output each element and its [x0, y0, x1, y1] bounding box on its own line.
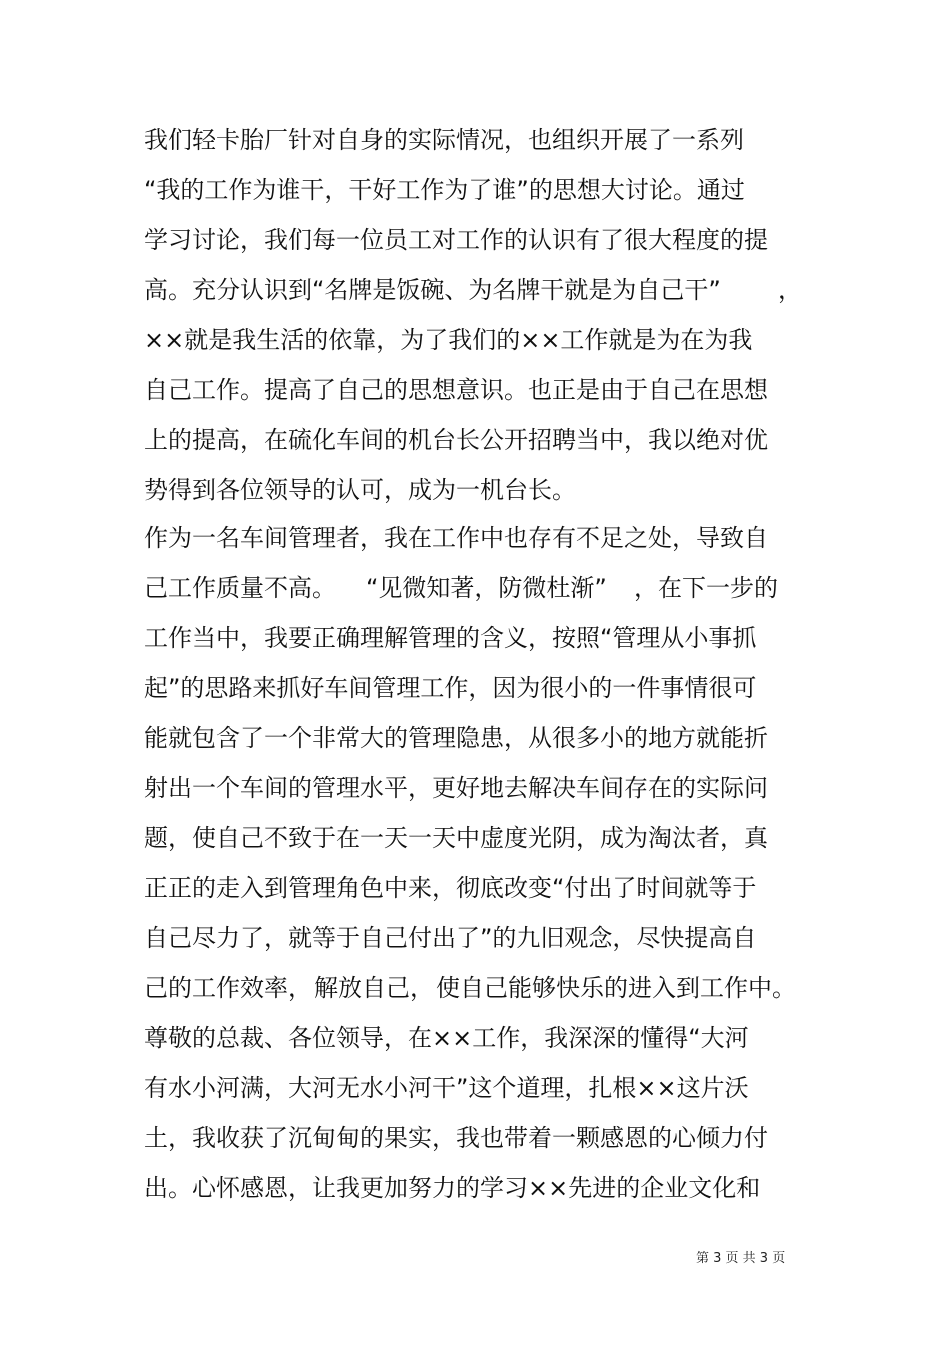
text-segment: 正正的走入到管理角色中来，彻底改变“付出了时间就等于 — [144, 874, 757, 902]
text-segment: 射出一个车间的管理水平，更好地去解决车间存在的实际问 — [144, 774, 768, 802]
text-segment: 工作当中，我要正确理解管理的含义，按照“管理从小事抓 — [144, 624, 757, 652]
text-segment: ， — [778, 276, 802, 304]
text-segment: 我们轻卡胎厂针对自身的实际情况，也组织开展了一系列 — [144, 126, 744, 154]
text-segment: 出。心怀感恩，让我更加努力的学习××先进的企业文化和 — [144, 1174, 761, 1202]
text-segment: 题，使自己不致于在一天一天中虚度光阴，成为淘汰者，真 — [144, 824, 768, 852]
text-segment: 作为一名车间管理者，我在工作中也存有不足之处，导致自 — [144, 524, 768, 552]
text-segment: “见微知著，防微杜渐” — [366, 574, 607, 602]
text-segment: 己的工作效率， — [144, 974, 312, 1002]
text-line-4 — [144, 272, 804, 308]
text-segment: 势得到各位领导的认可，成为一机台长。 — [144, 476, 576, 504]
text-segment: 己工作质量不高。 — [144, 574, 336, 602]
text-segment: 起”的思路来抓好车间管理工作，因为很小的一件事情很可 — [144, 674, 757, 702]
text-segment: ××就是我生活的依靠，为了我们的××工作就是为在为我 — [144, 326, 753, 354]
text-segment: 解放自己， — [314, 974, 434, 1002]
text-segment: ，在下一步的 — [634, 574, 778, 602]
page-number-footer: 第 3 页 共 3 页 — [696, 1251, 786, 1266]
text-segment: 高。充分认识到“名牌是饭碗、为名牌干就是为自己干” — [144, 276, 721, 304]
text-line-18 — [144, 970, 796, 1006]
text-segment: 土，我收获了沉甸甸的果实，我也带着一颗感恩的心倾力付 — [144, 1124, 768, 1152]
text-segment: 尊敬的总裁、各位领导，在××工作，我深深的懂得“大河 — [144, 1024, 749, 1052]
text-segment: “我的工作为谁干，干好工作为了谁”的思想大讨论。通过 — [144, 176, 745, 204]
text-segment: 上的提高，在硫化车间的机台长公开招聘当中，我以绝对优 — [144, 426, 768, 454]
text-segment: 有水小河满，大河无水小河干”这个道理，扎根××这片沃 — [144, 1074, 749, 1102]
text-segment: 学习讨论，我们每一位员工对工作的认识有了很大程度的提 — [144, 226, 768, 254]
text-segment: 使自己能够快乐的进入到工作中。 — [436, 974, 796, 1002]
text-segment: 自己尽力了，就等于自己付出了”的九旧观念，尽快提高自 — [144, 924, 757, 952]
text-line-10 — [144, 570, 804, 606]
text-segment: 自己工作。提高了自己的思想意识。也正是由于自己在思想 — [144, 376, 768, 404]
text-segment: 能就包含了一个非常大的管理隐患，从很多小的地方就能折 — [144, 724, 768, 752]
